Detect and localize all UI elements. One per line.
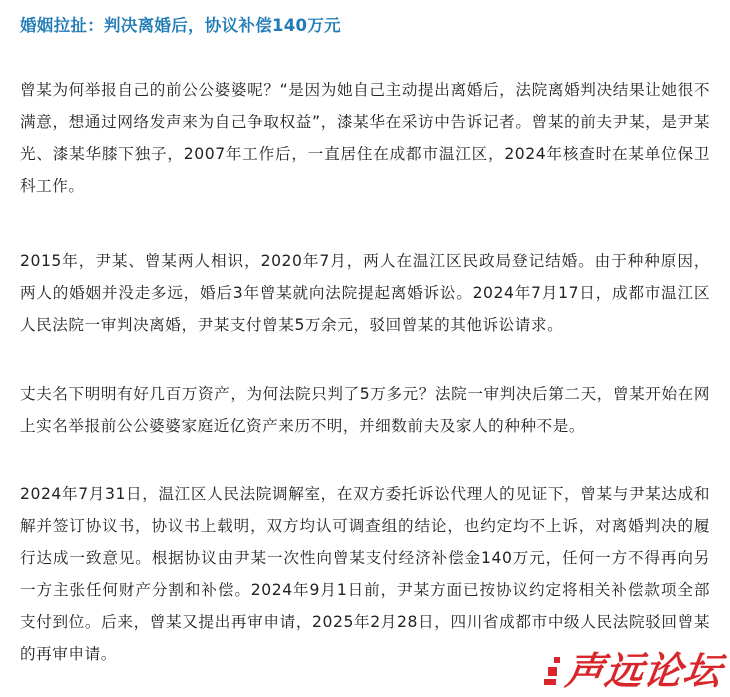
- article-paragraph-3: 丈夫名下明明有好几百万资产，为何法院只判了5万多元？法院一审判决后第二天，曾某开始在网上实名举报前公公婆婆家庭近亿资产来历不明，并细数前夫及家人的种种不是。: [20, 385, 710, 435]
- forum-watermark-logo: [544, 649, 726, 693]
- article-paragraph-1: 曾某为何举报自己的前公公婆婆呢？“是因为她自己主动提出离婚后，法院离婚判决结果让她很不满意，想通过网络发声来为自己争取权益”，漆某华在采访中告诉记者。曾某的前夫尹某，是尹某光、漆某华膝下独子，2007年工作后，一直居住在成都市温江区，2024年核查时在某单位保卫科工作。: [20, 81, 710, 195]
- article-paragraph-2: 2015年，尹某、曾某两人相识，2020年7月，两人在温江区民政局登记结婚。由于种种原因，两人的婚姻并没走多远，婚后3年曾某就向法院提起离婚诉讼。2024年7月17日，成都市温江区人民法院一审判决离婚，尹某支付曾某5万余元，驳回曾某的其他诉讼请求。: [20, 252, 710, 334]
- article-section-title: 婚姻拉扯：判决离婚后，协议补偿140万元: [20, 16, 341, 35]
- watermark-text: 声远论坛: [562, 649, 726, 693]
- watermark-dots-icon: [544, 653, 562, 689]
- article-paragraph-4: 2024年7月31日，温江区人民法院调解室，在双方委托诉讼代理人的见证下，曾某与尹某达成和解并签订协议书，协议书上载明，双方均认可调查组的结论，也约定均不上诉，对离婚判决的履行达成一致意见。根据协议由尹某一次性向曾某支付经济补偿金140万元，任何一方不得再向另一方主张任何财产分割和补偿。2024年9月1日前，尹某方面已按协议约定将相关补偿款项全部支付到位。后来，曾某又提出再审申请，2025年2月28日，四川省成都市中级人民法院驳回曾某的再审申请。: [20, 485, 710, 663]
